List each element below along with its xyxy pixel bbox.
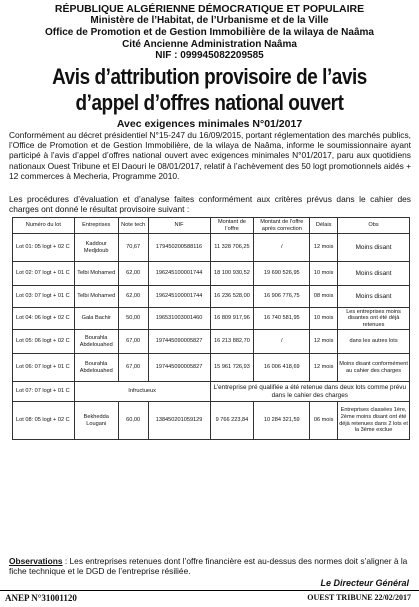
table-cell: Lot 08: 05 logt + 02 C	[13, 402, 75, 440]
table-cell: Infructueux	[74, 382, 210, 402]
header-republic: RÉPUBLIQUE ALGÉRIENNE DÉMOCRATIQUE ET POPULAIRE	[54, 3, 365, 15]
table-row	[13, 234, 410, 262]
table-cell: 70,67	[118, 234, 148, 262]
table-row	[13, 330, 410, 354]
table-cell: 10 284 321,59	[254, 402, 310, 440]
table-cell: /	[254, 234, 310, 262]
table-cell: 18 100 930,52	[210, 262, 254, 286]
table-cell: Moins disant	[338, 234, 410, 262]
anep-reference: ANEP N°31001120	[5, 593, 77, 603]
table-row	[13, 262, 410, 286]
table-row	[13, 382, 410, 402]
column-header: Montant de l’offre	[210, 218, 254, 234]
column-header: Obs	[338, 218, 410, 234]
table-cell: 62,00	[118, 286, 148, 308]
table-cell: Telbi Mohamed	[74, 286, 118, 308]
table-cell: Entreprises classées 1ère, 2ème moins disant ont été déjà retenues dans 2 lots et la 3ème exclue	[338, 402, 410, 440]
table-cell: Bourahla Abdelouahed	[74, 330, 118, 354]
table-cell: 196531003001460	[148, 308, 210, 330]
table-cell: dans les autres lots	[338, 330, 410, 354]
table-cell: 62,00	[118, 262, 148, 286]
table-cell: 179450200588116	[148, 234, 210, 262]
table-cell: 138450201059129	[148, 402, 210, 440]
table-cell: Moins disant	[338, 286, 410, 308]
table-cell: 12 mois	[310, 354, 338, 382]
table-cell: Lot 03: 07 logt + 01 C	[13, 286, 75, 308]
table-cell: 67,00	[118, 354, 148, 382]
table-cell: Lot 04: 06 logt + 02 C	[13, 308, 75, 330]
table-cell: 197445090005827	[148, 354, 210, 382]
table-cell: 16 740 581,95	[254, 308, 310, 330]
table-cell: Lot 01: 05 logt + 02 C	[13, 234, 75, 262]
table-header-row	[13, 218, 410, 234]
newspaper-reference: OUEST TRIBUNE 22/02/2017	[307, 593, 411, 602]
table-cell: Lot 06: 07 logt + 01 C	[13, 354, 75, 382]
table-cell: Les entreprises moins disantes ont été déjà retenues	[338, 308, 410, 330]
table-cell: /	[254, 330, 310, 354]
table-cell: Bourahla Abdelouahed	[74, 354, 118, 382]
header-office: Office de Promotion et de Gestion Immobilière de la wilaya de Naâma	[45, 27, 374, 38]
table-cell: 12 mois	[310, 234, 338, 262]
notice-title-line1: Avis d’attribution provisoire de l’avis	[52, 64, 367, 89]
table-cell: 10 mois	[310, 262, 338, 286]
observations-text: : Les entreprises retenues dont l’offre financière est au-dessus des normes doit s’aligner à la fiche technique et le DGD de l’entreprise résiliée.	[9, 556, 408, 576]
table-cell: Lot 02: 07 logt + 01 C	[13, 262, 75, 286]
table-cell: 50,00	[118, 308, 148, 330]
footer-divider	[0, 590, 419, 591]
table-cell: Kaddour Medjdoub	[74, 234, 118, 262]
table-cell: Lot 07: 07 logt + 01 C	[13, 382, 75, 402]
observations-paragraph	[9, 556, 411, 576]
intro-paragraph: Conformément au décret présidentiel N°15-247 du 16/09/2015, portant réglementation des marchés publics, l’Office de Promotion et de Gestion Immobilière, de la wilaya de Naâma, informe le soumissionnaire ayant participé à l’avis d’appel d’offres national ouvert avec exigences minimales N°01/2017, paru aux quotidiens nationaux Ouest Tribune et El Daouri le 08/01/2017, relatif à l’achèvement des 50 logt promotionnels aidés + 12 commerces à Mecheria, Programme 2010.	[9, 130, 412, 181]
table-cell: 16 236 528,00	[210, 286, 254, 308]
table-cell: 9 766 223,84	[210, 402, 254, 440]
table-cell: 16 906 776,75	[254, 286, 310, 308]
column-header: Note tech	[118, 218, 148, 234]
table-cell: 12 mois	[310, 330, 338, 354]
results-paragraph: Les procédures d’évaluation et d’analyse faites conformément aux critères prévus dans le cahier des charges ont donné le résultat provisoire suivant :	[9, 194, 411, 215]
table-cell: 16 809 917,96	[210, 308, 254, 330]
notice-title-line2: d’appel d’offres national ouvert	[75, 90, 344, 115]
column-header: Montant de l’offre après correction	[254, 218, 310, 234]
column-header: Délais	[310, 218, 338, 234]
table-cell: 10 mois	[310, 308, 338, 330]
table-cell: Bekhedda Lougani	[74, 402, 118, 440]
notice-subtitle: Avec exigences minimales N°01/2017	[116, 118, 303, 130]
table-cell: 15 961 726,93	[210, 354, 254, 382]
table-cell: 08 mois	[310, 286, 338, 308]
table-cell: 16 006 418,69	[254, 354, 310, 382]
table-cell: 67,00	[118, 330, 148, 354]
header-nif: NIF : 099945082209585	[155, 50, 264, 61]
table-cell: Lot 05: 06 logt + 02 C	[13, 330, 75, 354]
table-row	[13, 286, 410, 308]
table-cell: Gala Bachir	[74, 308, 118, 330]
signature: Le Directeur Général	[320, 578, 409, 588]
column-header: NIF	[148, 218, 210, 234]
header-address: Cité Ancienne Administration Naâma	[122, 39, 297, 50]
column-header: Numéro du lot	[13, 218, 75, 234]
table-row	[13, 308, 410, 330]
header-ministry: Ministère de l’Habitat, de l’Urbanisme et de la Ville	[90, 15, 329, 26]
table-cell: 16 213 882,70	[210, 330, 254, 354]
table-cell: L’entreprise pré qualifiée a été retenue dans deux lots comme prévu dans le cahier des charges	[210, 382, 409, 402]
table-row	[13, 402, 410, 440]
table-cell: 197445090005827	[148, 330, 210, 354]
table-cell: 196245100001744	[148, 262, 210, 286]
table-cell: 11 328 706,25	[210, 234, 254, 262]
table-cell: 196245100001744	[148, 286, 210, 308]
table-cell: Moins disant	[338, 262, 410, 286]
table-cell: Moins disant conformément au cahier des charges	[338, 354, 410, 382]
column-header: Entreprises	[74, 218, 118, 234]
table-cell: 06 mois	[310, 402, 338, 440]
table-row	[13, 354, 410, 382]
table-cell: 19 690 526,95	[254, 262, 310, 286]
observations-label: Observations	[9, 556, 63, 566]
results-table	[12, 217, 410, 440]
table-cell: 60,00	[118, 402, 148, 440]
table-cell: Telbi Mohamed	[74, 262, 118, 286]
